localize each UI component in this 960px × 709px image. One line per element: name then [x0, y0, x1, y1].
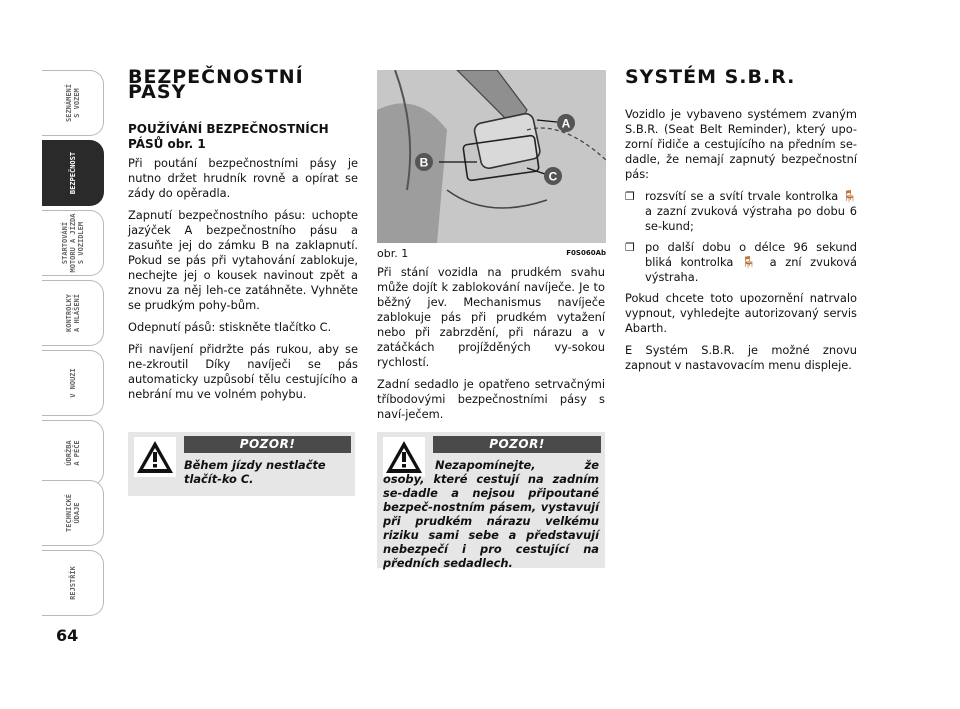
warning-title: POZOR! [184, 436, 351, 453]
section-heading: BEZPEČNOSTNÍ PÁSY [128, 66, 304, 103]
tab-seznameni[interactable] [42, 70, 104, 136]
paragraph: Pokud chcete toto upozornění natrvalo vypnout, vyhledejte autorizovaný servis Abarth. [625, 291, 857, 335]
paragraph: Při stání vozidla na prudkém svahu může dojít k zablokování navíječe. Je to běžný jev. Mechanismus navíječe zablokuje pás při prudkém vytažení nebo při zabrzdění, při nárazu a v zatáčkách projížděných vy-sokou rychlostí. [377, 265, 605, 369]
tab-v-nouzi[interactable] [42, 350, 104, 416]
figure-label-b: B [419, 155, 429, 170]
tab-kontrolky[interactable] [42, 280, 104, 346]
tab-label: BEZPEČNOST [68, 151, 77, 195]
seatbelt-illustration [377, 70, 606, 243]
warning-text: Nezapomínejte, že osoby, které cestují na zadním se-dadle a nejsou připoutané bezpeč-nostním pásem, vystavují při prudkém nárazu velkému riziku sami sebe a představují nebezpečí i pro cestující na předních sedadlech. [383, 458, 599, 570]
warning-box [377, 432, 605, 568]
tab-label: REJSTŘÍK [68, 566, 77, 600]
tab-label: ÚDRŽBA A PÉČE [64, 440, 81, 466]
list-item [625, 189, 857, 234]
seatbelt-figure [377, 70, 606, 243]
paragraph: Při poutání bezpečnostními pásy je nutno držet hrudník rovně a opírat se zády do opěradla. [128, 156, 358, 200]
warning-triangle-icon [134, 437, 176, 477]
paragraph: Vozidlo je vybaveno systémem zvaným S.B.R. (Seat Belt Reminder), který upo-zorní řidiče a cestujícího na předním se-dadle, že nemají zapnutý bezpečnostní pás: [625, 107, 857, 181]
subsection-heading: POUŽÍVÁNÍ BEZPEČNOSTNÍCH PÁSŮ obr. 1 [128, 122, 329, 151]
checkbox-bullet-icon: ❐ [625, 190, 635, 203]
list-item [625, 240, 857, 285]
tab-udrzba[interactable] [42, 420, 104, 486]
tab-label: KONTROLKY A HLÁŠENÍ [64, 294, 81, 332]
tab-startovani[interactable] [42, 210, 104, 276]
warning-text: Během jízdy nestlačte tlačít-ko C. [184, 458, 326, 486]
tab-label: STARTOVÁNÍ MOTORU A JÍZDA S VOZIDLEM [60, 213, 85, 273]
figure-code: F0S060Ab [566, 249, 606, 257]
chapter-tabs [42, 70, 104, 618]
warning-box [128, 432, 355, 496]
figure-label-a: A [561, 116, 571, 131]
tab-bezpecnost[interactable] [42, 140, 104, 206]
tab-rejstrik[interactable] [42, 550, 104, 616]
list-item-text: rozsvítí se a svítí trvale kontrolka 🪑 a zazní zvuková výstraha po dobu 6 se-kund; [645, 189, 857, 233]
checkbox-bullet-icon: ❐ [625, 241, 635, 254]
paragraph: Zadní sedadlo je opatřeno setrvačnými tříbodovými bezpečnostními pásy s naví-ječem. [377, 377, 605, 421]
tab-label: V NOUZI [68, 368, 77, 398]
figure-caption-text: obr. 1 [377, 247, 409, 260]
tab-label: TECHNICKÉ ÚDAJE [64, 494, 81, 532]
section-heading: SYSTÉM S.B.R. [625, 66, 796, 88]
paragraph: E Systém S.B.R. je možné znovu zapnout v nastavovacím menu displeje. [625, 343, 857, 372]
figure-label-c: C [548, 169, 558, 184]
figure-caption [377, 247, 606, 260]
list-item-text: po další dobu o délce 96 sekund bliká kontrolka 🪑 a zní zvuková výstraha. [645, 240, 857, 284]
tab-label: SEZNÁMENÍ S VOZEM [64, 84, 81, 122]
left-column [128, 66, 358, 409]
paragraph: Zapnutí bezpečnostního pásu: uchopte jazýček A bezpečnostního pásu a zasuňte jej do zámku B na zaklapnutí. Pokud se pás při vytahování zablokuje, nechejte jej o kousek navinout zpět a znovu za něj leh-ce zatáhněte. Vyhněte se prudkým pohy-bům. [128, 208, 358, 312]
warning-title: POZOR! [433, 436, 601, 453]
paragraph: Při navíjení přidržte pás rukou, aby se ne-zkroutil Díky navíječi se pás automaticky uzpůsobí tělu cestujícího a nebrání mu ve volném pohybu. [128, 342, 358, 401]
tab-technicke[interactable] [42, 480, 104, 546]
page-number: 64 [56, 626, 79, 645]
right-column [625, 66, 857, 380]
paragraph: Odepnutí pásů: stiskněte tlačítko C. [128, 320, 332, 334]
